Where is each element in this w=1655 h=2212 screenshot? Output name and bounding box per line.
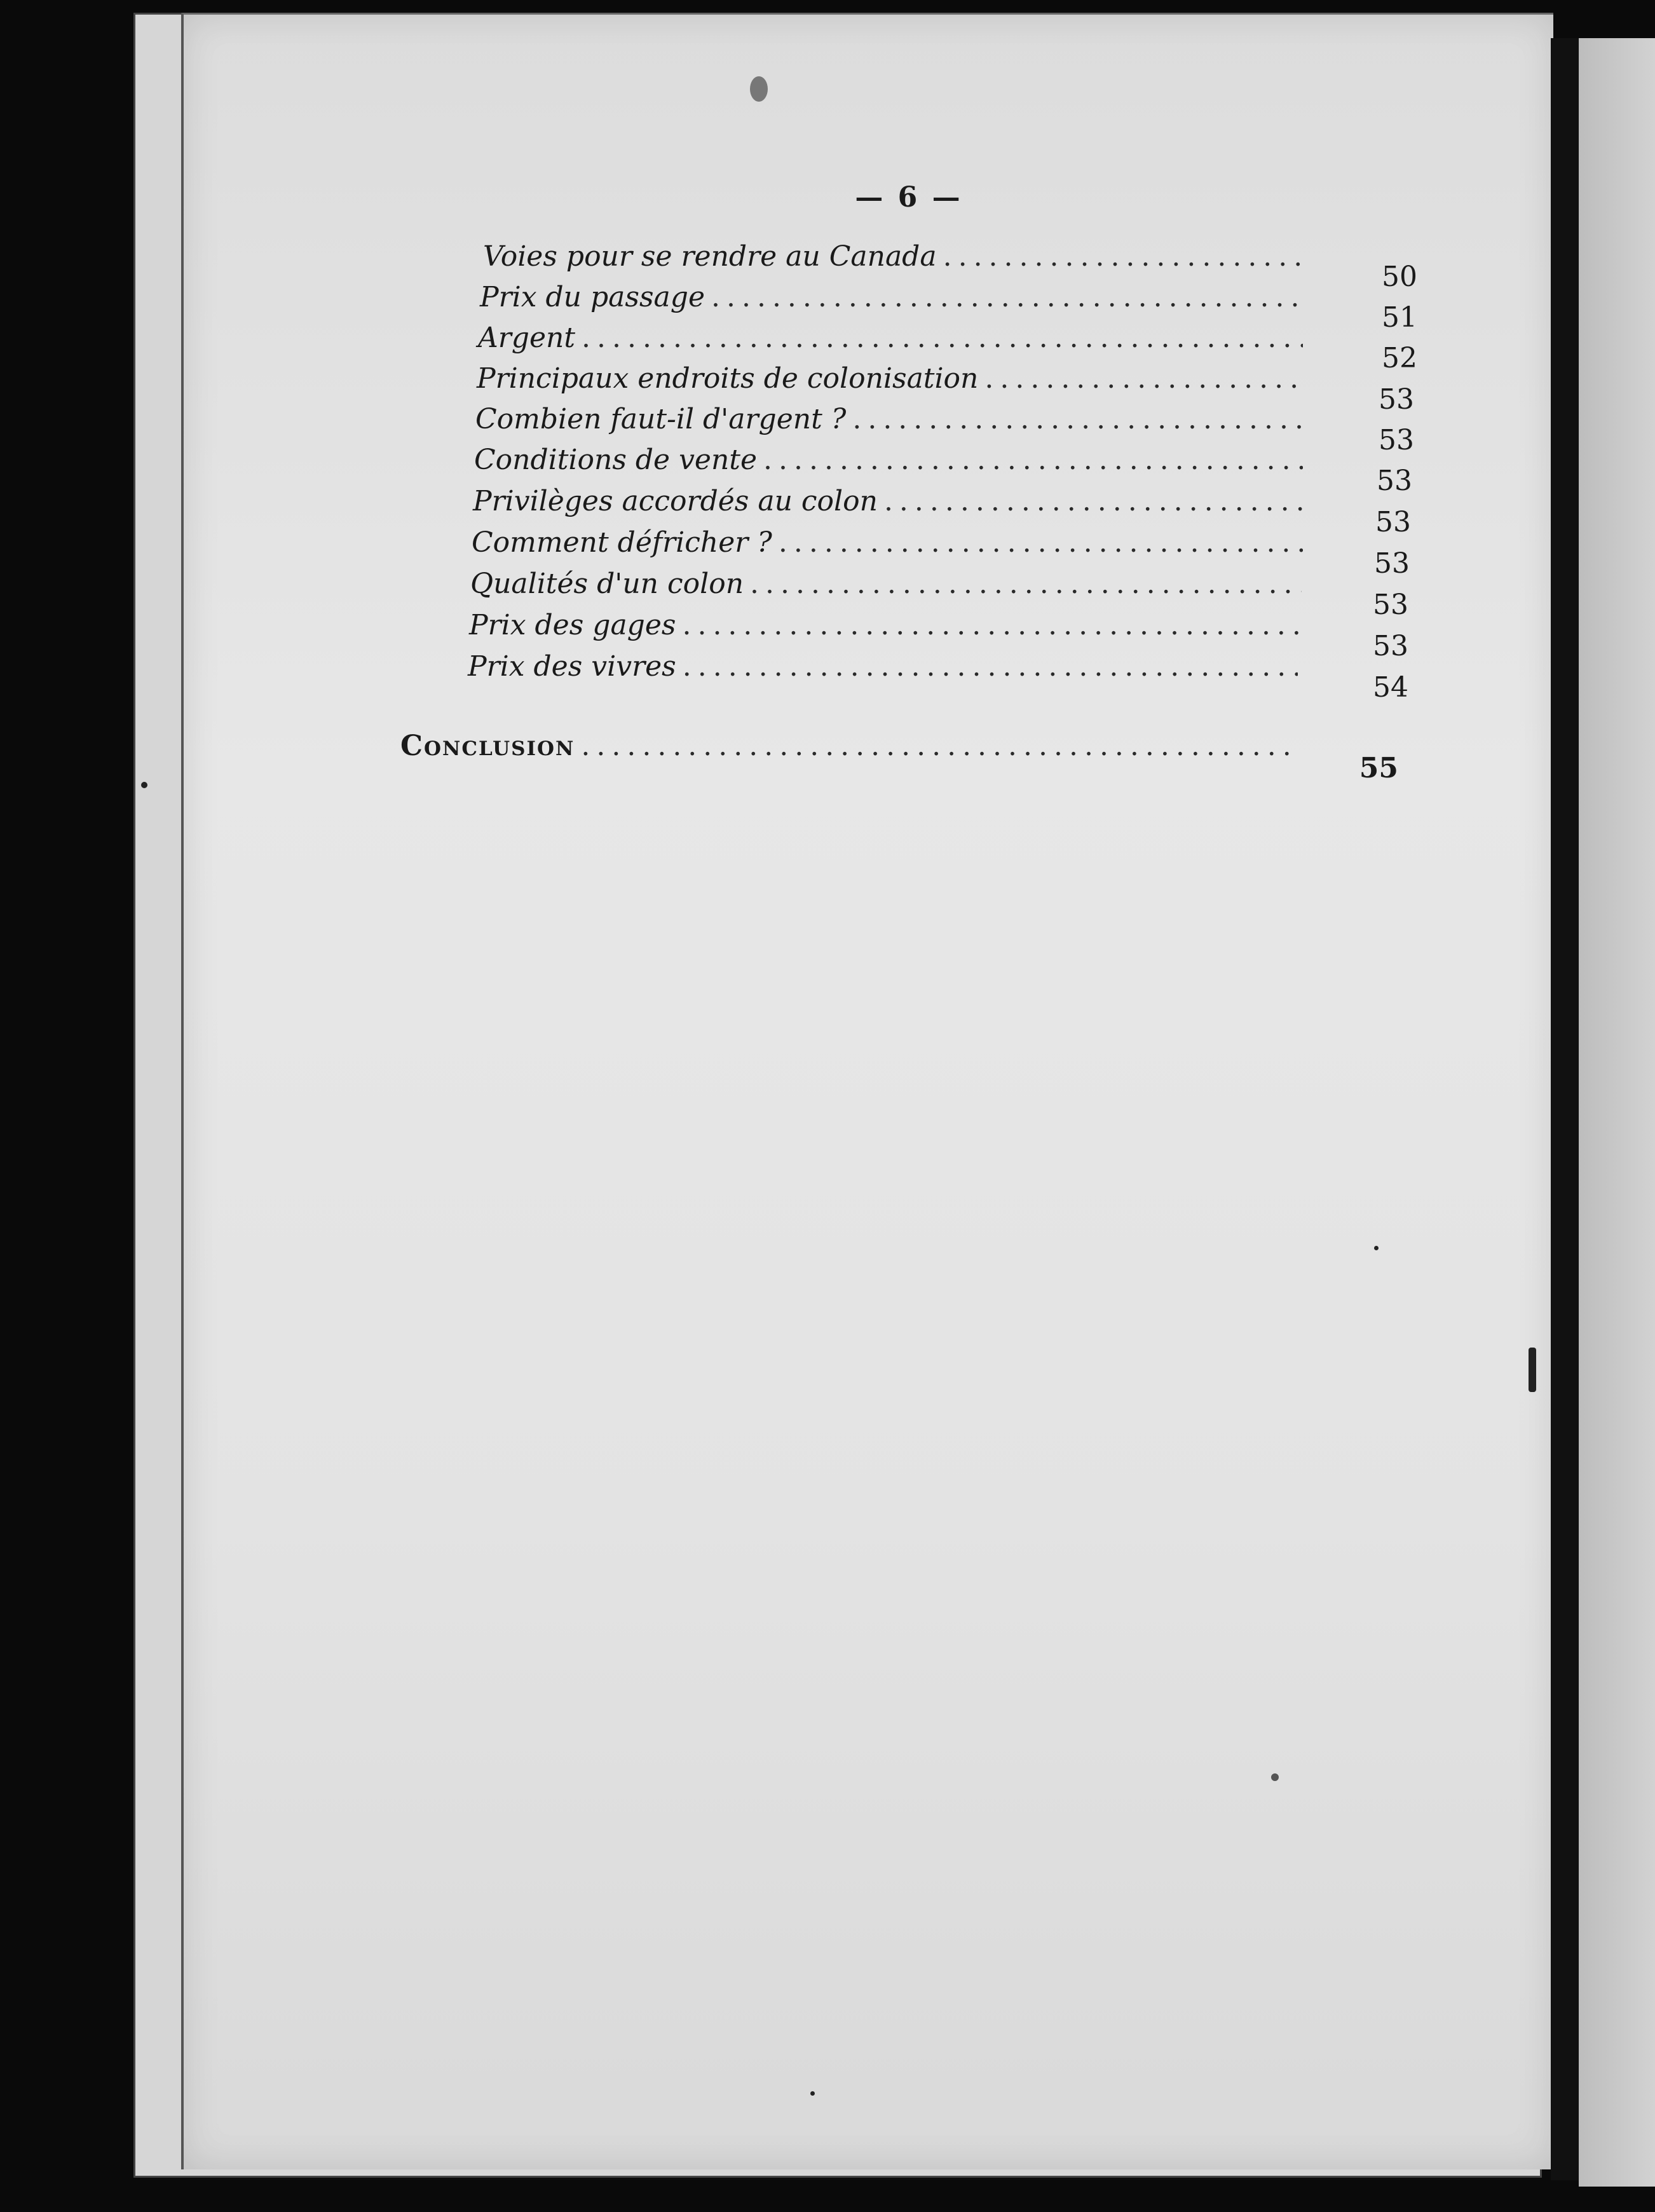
facing-page-edge [1579,38,1655,2187]
toc-entry-page: 53 [1373,589,1408,621]
toc-entry [483,240,1309,281]
toc-entry-page: 53 [1379,424,1414,456]
toc-entry-title: Prix du passage [480,281,705,313]
toc-entry-page: 53 [1374,547,1410,580]
scan-speck [810,2091,815,2096]
toc-entry-title: Privilèges accordés au colon [473,485,878,517]
toc-entry-title: Comment défricher ? [472,526,772,559]
toc-entry [480,281,1309,322]
toc-entry [473,485,1309,526]
toc-conclusion-title: Conclusion [400,730,575,762]
scan-smudge [750,76,768,102]
toc-entry-page: 53 [1379,383,1414,416]
scan-speck [1374,1246,1379,1250]
scan-speck [141,782,147,788]
toc-leader-dots [943,240,1303,273]
toc-leader-dots [750,568,1302,600]
toc-entry-page: 50 [1382,261,1417,293]
toc-entry-page: 53 [1373,630,1408,662]
toc-leader-dots [884,485,1303,517]
toc-entry-title: Prix des gages [469,609,676,641]
toc-leader-dots [582,322,1303,354]
toc-leader-dots [984,362,1303,395]
toc-leader-dots [763,444,1303,476]
toc-entry-page: 51 [1382,301,1417,334]
binding-shadow [1551,38,1579,2180]
toc-leader-dots [683,650,1298,683]
scan-speck [1271,1773,1279,1781]
toc-entry [470,568,1308,608]
toc-leader-dots [852,403,1303,435]
toc-entry-title: Qualités d'un colon [470,568,744,600]
toc-entry-title: Combien faut-il d'argent ? [475,403,847,435]
toc-leader-dots [779,526,1303,559]
toc-entry-title: Principaux endroits de colonisation [477,362,979,395]
page-number: — 6 — [855,181,963,214]
toc-entry [469,609,1307,650]
toc-entry [474,444,1309,484]
toc-entry-title: Voies pour se rendre au Canada [483,240,937,273]
toc-entry [472,526,1309,567]
scan-speck [1529,1348,1536,1392]
toc-leader-dots [682,609,1300,641]
toc-entry-page: 52 [1382,342,1417,374]
toc-entry [477,362,1309,403]
toc-entry-page: 53 [1375,506,1411,538]
toc-entry [475,403,1309,444]
toc-entry [468,650,1304,691]
toc-leader-dots [581,730,1293,762]
toc-entry [478,322,1309,362]
toc-conclusion [400,730,1300,770]
toc-entry-page: 54 [1373,671,1408,704]
toc-entry-title: Argent [478,322,576,354]
toc-conclusion-page: 55 [1359,752,1398,784]
toc-leader-dots [711,281,1303,313]
toc-entry-title: Prix des vivres [468,650,676,683]
toc-entry-page: 53 [1377,465,1412,497]
toc-entry-title: Conditions de vente [474,444,758,476]
